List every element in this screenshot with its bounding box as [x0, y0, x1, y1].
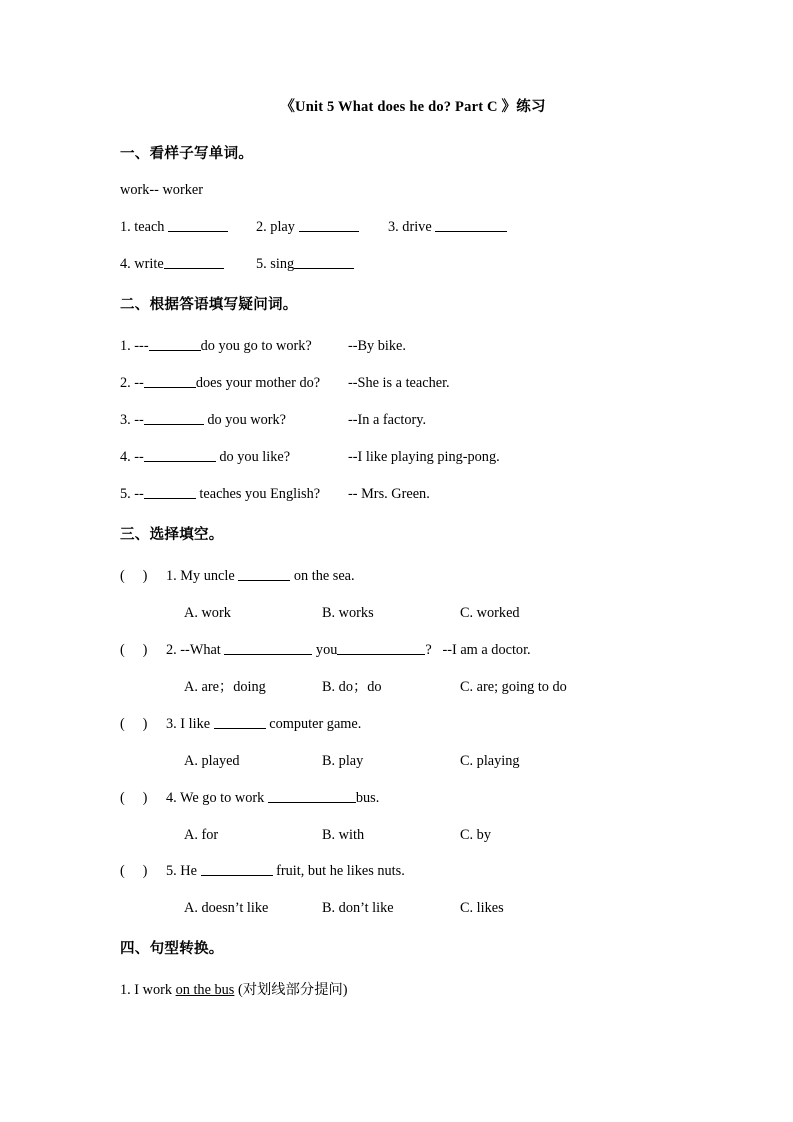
mc-question: [120, 714, 680, 734]
word-form-label: 2. play: [256, 219, 295, 235]
transform-instruction: (对划线部分提问): [234, 982, 348, 998]
answer-blank[interactable]: [337, 641, 425, 655]
question-row: [120, 373, 680, 393]
word-form-item: [256, 217, 388, 237]
answer-parenthesis[interactable]: ( ): [120, 716, 148, 732]
mc-option[interactable]: B. play: [322, 753, 364, 769]
word-form-label: 5. sing: [256, 256, 295, 272]
answer-text: --In a factory.: [348, 412, 427, 428]
answer-text: --By bike.: [348, 338, 406, 354]
mc-option[interactable]: A. doesn’t like: [184, 900, 269, 916]
question-suffix: do you work?: [203, 412, 287, 428]
question-text: [120, 410, 348, 430]
word-form-row-1: [120, 217, 680, 237]
mc-option[interactable]: A. are；doing: [184, 679, 266, 695]
mc-option[interactable]: C. likes: [460, 900, 504, 916]
section-heading-1: 一、看样子写单词。: [120, 146, 254, 162]
question-prefix: 2. --: [120, 375, 144, 391]
mc-options: [120, 677, 680, 697]
mc-question-prefix: 1. My uncle: [166, 568, 239, 584]
mc-option[interactable]: B. don’t like: [322, 900, 394, 916]
question-suffix: teaches you English?: [195, 486, 321, 502]
answer-blank[interactable]: [144, 411, 204, 425]
answer-blank[interactable]: [164, 255, 224, 269]
mc-question: [120, 640, 680, 660]
mc-options: [120, 603, 680, 623]
question-text: [120, 336, 348, 356]
page-title: 《Unit 5 What does he do? Part C 》练习: [280, 99, 546, 115]
question-row: [120, 484, 680, 504]
mc-question: [120, 566, 680, 586]
word-form-label: 4. write: [120, 256, 164, 272]
mc-option[interactable]: B. works: [322, 605, 374, 621]
mc-options: [120, 751, 680, 771]
question-suffix: do you like?: [215, 449, 291, 465]
word-form-item: [120, 254, 256, 274]
answer-blank[interactable]: [168, 218, 228, 232]
answer-parenthesis[interactable]: ( ): [120, 790, 148, 806]
question-text: [120, 447, 348, 467]
mc-option[interactable]: C. worked: [460, 605, 520, 621]
word-form-item: [120, 217, 256, 237]
question-text: [120, 484, 348, 504]
answer-blank[interactable]: [238, 567, 290, 581]
question-row: [120, 410, 680, 430]
mc-question-prefix: 3. I like: [166, 716, 214, 732]
question-text: [120, 373, 348, 393]
mc-question: [120, 788, 680, 808]
underlined-phrase: on the bus: [175, 982, 235, 998]
mc-options: [120, 898, 680, 918]
section-heading-4: 四、句型转换。: [120, 941, 224, 957]
mc-question-suffix: bus.: [355, 790, 380, 806]
answer-text: --She is a teacher.: [348, 375, 450, 391]
answer-blank[interactable]: [294, 255, 354, 269]
answer-parenthesis[interactable]: ( ): [120, 642, 148, 658]
mc-question-suffix: ?: [425, 642, 432, 658]
mc-question-prefix: 4. We go to work: [166, 790, 268, 806]
answer-blank[interactable]: [299, 218, 359, 232]
worksheet-content: [120, 96, 680, 1000]
word-form-row-2: [120, 254, 680, 274]
question-prefix: 5. --: [120, 486, 144, 502]
mc-option[interactable]: C. playing: [460, 753, 520, 769]
mc-question: [120, 861, 680, 881]
mc-question-suffix: fruit, but he likes nuts.: [272, 863, 405, 879]
mc-question-prefix: 2. --What: [166, 642, 225, 658]
word-form-label: 1. teach: [120, 219, 165, 235]
answer-blank[interactable]: [144, 448, 216, 462]
mc-option[interactable]: A. for: [184, 827, 219, 843]
mc-option[interactable]: B. do；do: [322, 679, 382, 695]
answer-blank[interactable]: [149, 337, 201, 351]
answer-blank[interactable]: [224, 641, 312, 655]
answer-blank[interactable]: [201, 862, 273, 876]
mc-option[interactable]: A. played: [184, 753, 240, 769]
mc-question-suffix: on the sea.: [290, 568, 355, 584]
transform-prefix: 1. I work: [120, 982, 176, 998]
mc-option[interactable]: A. work: [184, 605, 231, 621]
answer-parenthesis[interactable]: ( ): [120, 568, 148, 584]
question-row: [120, 447, 680, 467]
section-heading-2: 二、根据答语填写疑问词。: [120, 297, 298, 313]
mc-option[interactable]: B. with: [322, 827, 365, 843]
mc-option[interactable]: C. by: [460, 827, 491, 843]
section-1-example: work-- worker: [120, 182, 203, 198]
answer-blank[interactable]: [435, 218, 507, 232]
transform-item: [120, 980, 680, 1000]
question-prefix: 3. --: [120, 412, 144, 428]
mc-option[interactable]: C. are; going to do: [460, 679, 567, 695]
question-suffix: does your mother do?: [195, 375, 321, 391]
mc-options: [120, 825, 680, 845]
answer-blank[interactable]: [268, 789, 356, 803]
word-form-label: 3. drive: [388, 219, 432, 235]
mc-question-mid: you: [312, 642, 338, 658]
word-form-item: [256, 254, 388, 274]
question-prefix: 1. ---: [120, 338, 149, 354]
answer-blank[interactable]: [214, 715, 266, 729]
mc-question-suffix: computer game.: [265, 716, 362, 732]
answer-text: --I like playing ping-pong.: [348, 449, 500, 465]
answer-blank[interactable]: [144, 485, 196, 499]
word-form-item: [388, 217, 507, 237]
answer-parenthesis[interactable]: ( ): [120, 863, 148, 879]
answer-blank[interactable]: [144, 374, 196, 388]
answer-text: -- Mrs. Green.: [348, 486, 430, 502]
mc-question-tail: --I am a doctor.: [442, 642, 531, 658]
question-suffix: do you go to work?: [200, 338, 312, 354]
section-heading-3: 三、选择填空。: [120, 527, 224, 543]
mc-question-prefix: 5. He: [166, 863, 201, 879]
question-row: [120, 336, 680, 356]
question-prefix: 4. --: [120, 449, 144, 465]
